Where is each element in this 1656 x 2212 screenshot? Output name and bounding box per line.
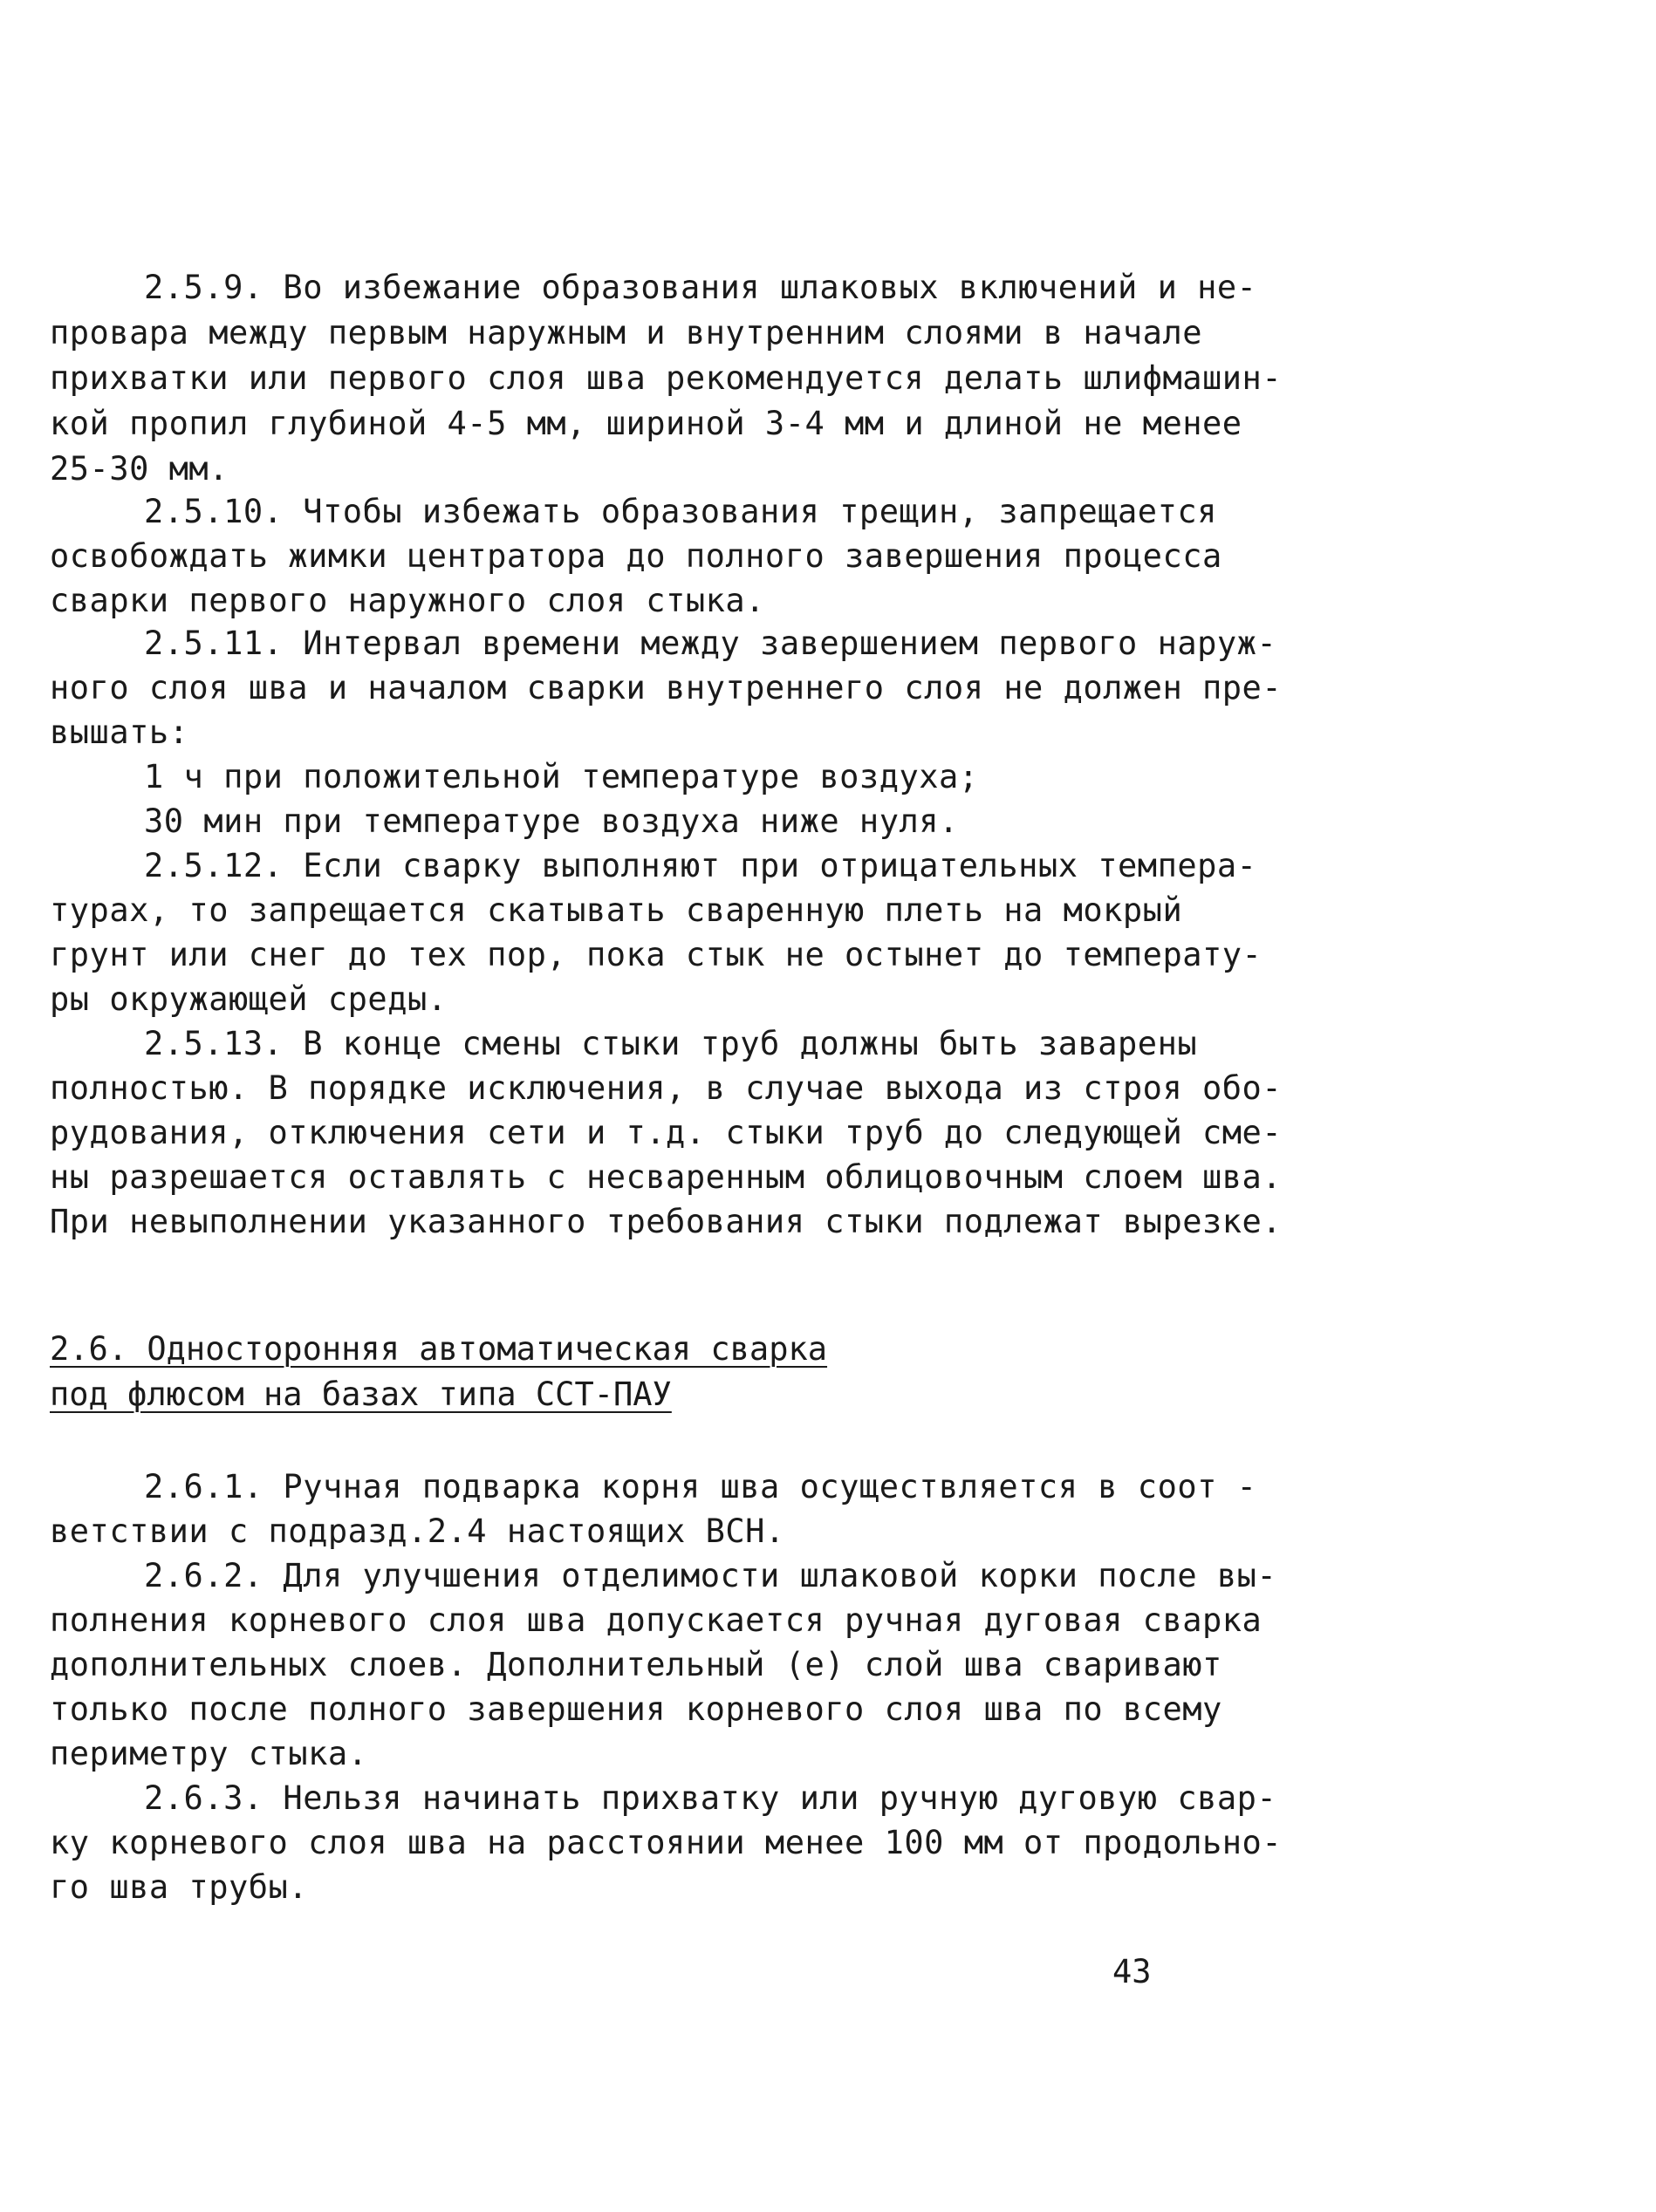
- text-line: грунт или снег до тех пор, пока стык не остынет до температу-: [50, 936, 1263, 973]
- page-number: 43: [1112, 1953, 1152, 1990]
- text-line: ры окружающей среды.: [50, 980, 448, 1018]
- text-line: вышать:: [50, 713, 189, 751]
- text-line: периметру стыка.: [50, 1735, 368, 1772]
- text-line: 2.5.9. Во избежание образования шлаковых включений и не-: [144, 269, 1257, 306]
- text-line: 2.5.10. Чтобы избежать образования трещин, запрещается: [144, 493, 1217, 530]
- text-line: 2.5.12. Если сварку выполняют при отрицательных темпера-: [144, 847, 1257, 884]
- text-line: 2.5.11. Интервал времени между завершением первого наруж-: [144, 625, 1277, 662]
- text-line: 2.5.13. В конце смены стыки труб должны быть заварены: [144, 1025, 1198, 1062]
- heading-line: 2.6. Односторонняя автоматическая сварка: [50, 1330, 828, 1368]
- text-line: ны разрешается оставлять с несваренным облицовочным слоем шва.: [50, 1158, 1283, 1196]
- text-line: ного слоя шва и началом сварки внутреннего слоя не должен пре-: [50, 669, 1283, 707]
- text-line: турах, то запрещается скатывать сваренную плеть на мокрый: [50, 891, 1183, 929]
- text-line: го шва трубы.: [50, 1868, 309, 1906]
- text-line: 25-30 мм.: [50, 450, 229, 488]
- text-line: ку корневого слоя шва на расстоянии менее 100 мм от продольно-: [50, 1824, 1283, 1861]
- text-line: освобождать жимки центратора до полного завершения процесса: [50, 537, 1222, 575]
- text-line: рудования, отключения сети и т.д. стыки труб до следующей сме-: [50, 1114, 1283, 1151]
- text-line: 2.6.3. Нельзя начинать прихватку или ручную дуговую свар-: [144, 1779, 1277, 1817]
- text-line: сварки первого наружного слоя стыка.: [50, 582, 765, 619]
- text-line: кой пропил глубиной 4-5 мм, шириной 3-4 мм и длиной не менее: [50, 405, 1242, 442]
- text-line: При невыполнении указанного требования стыки подлежат вырезке.: [50, 1203, 1283, 1240]
- text-line: 2.6.2. Для улучшения отделимости шлаковой корки после вы-: [144, 1557, 1277, 1594]
- list-item: 1 ч при положительной температуре воздуха;: [144, 758, 979, 795]
- text-line: полнения корневого слоя шва допускается ручная дуговая сварка: [50, 1601, 1263, 1639]
- text-line: дополнительных слоев. Дополнительный (е) слой шва сваривают: [50, 1646, 1222, 1683]
- text-line: провара между первым наружным и внутренним слоями в начале: [50, 314, 1203, 352]
- text-line: ветствии с подразд.2.4 настоящих ВСН.: [50, 1512, 785, 1550]
- text-line: 2.6.1. Ручная подварка корня шва осуществляется в соот -: [144, 1468, 1257, 1505]
- text-line: полностью. В порядке исключения, в случае выхода из строя обо-: [50, 1069, 1283, 1107]
- heading-line: под флюсом на базах типа ССТ-ПАУ: [50, 1376, 672, 1413]
- list-item: 30 мин при температуре воздуха ниже нуля.: [144, 802, 959, 840]
- text-line: только после полного завершения корневого слоя шва по всему: [50, 1690, 1222, 1728]
- text-line: прихватки или первого слоя шва рекомендуется делать шлифмашин-: [50, 359, 1283, 397]
